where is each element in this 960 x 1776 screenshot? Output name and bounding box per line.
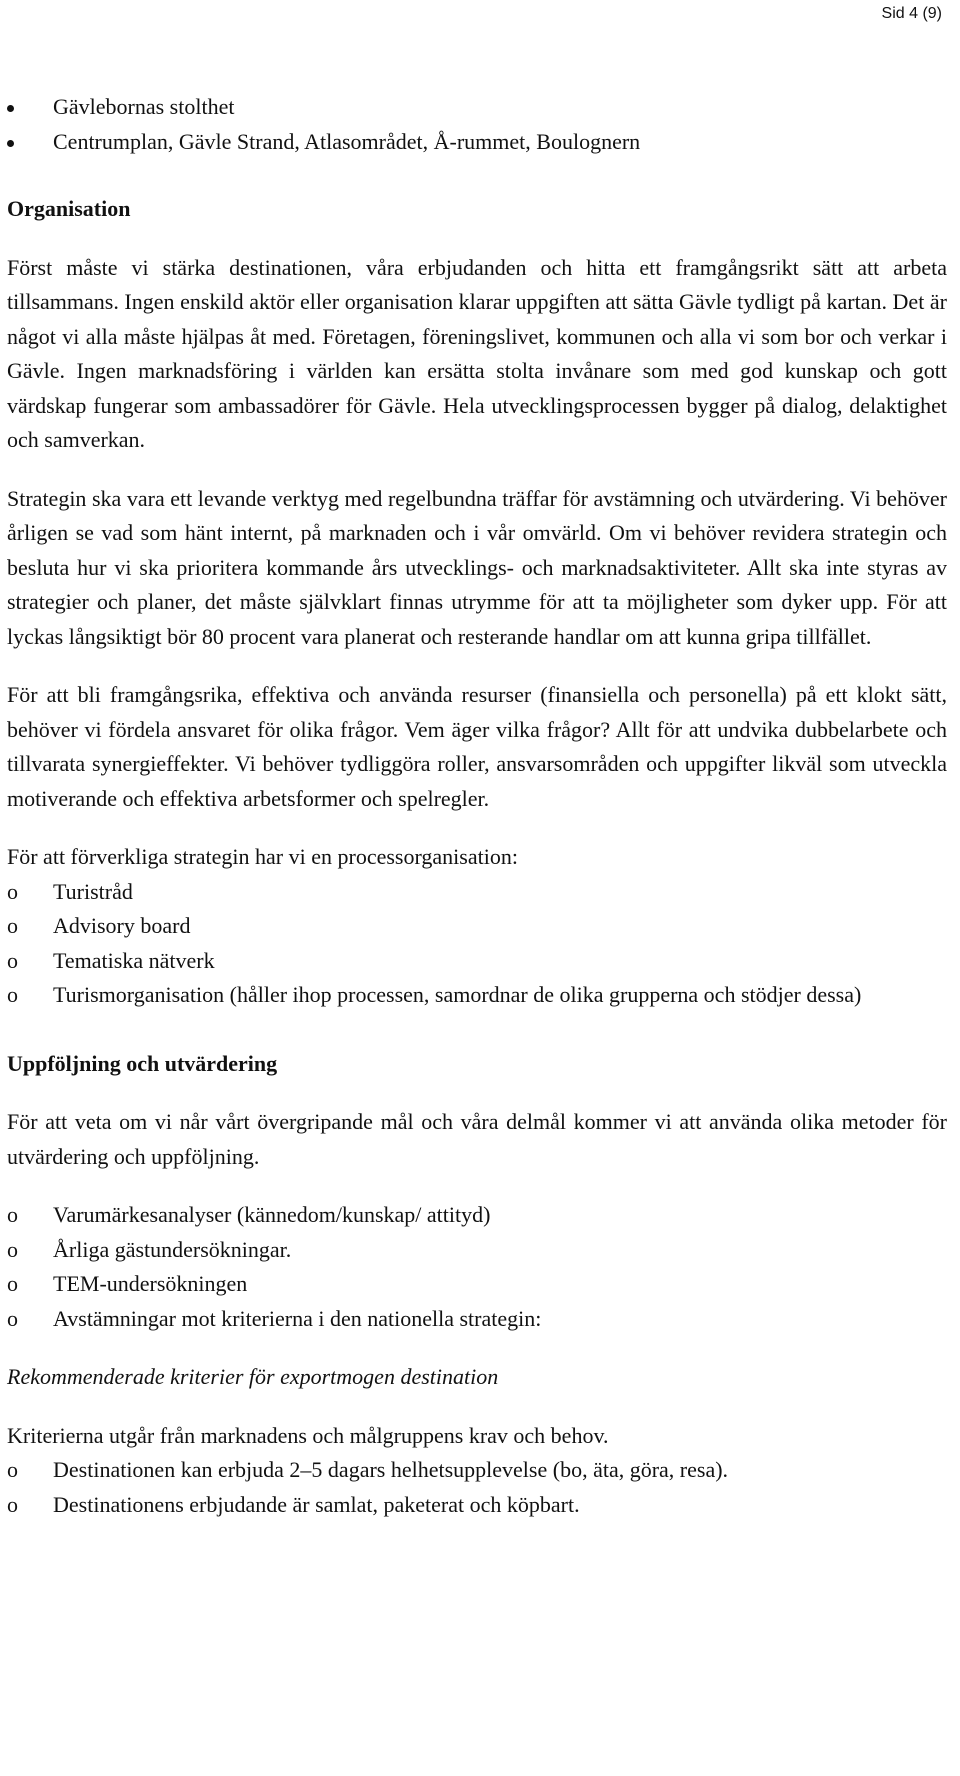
list-item: o Turistråd: [7, 875, 947, 910]
list-marker: o: [7, 878, 18, 904]
section-heading-followup: Uppföljning och utvärdering: [7, 1050, 278, 1076]
list-item: o Destinationen kan erbjuda 2–5 dagars helhetsupplevelse (bo, äta, göra, resa).: [7, 1453, 947, 1488]
list-marker: o: [7, 1457, 18, 1482]
list-marker: o: [7, 1236, 18, 1262]
list-marker: o: [7, 947, 18, 973]
list-marker: o: [7, 913, 18, 938]
criteria-intro: Kriterierna utgår från marknadens och målgruppens krav och behov.: [7, 1422, 609, 1448]
list-item: o TEM-undersökningen: [7, 1267, 947, 1302]
list-item: o Årliga gästundersökningar.: [7, 1233, 947, 1268]
paragraph: Först måste vi stärka destinationen, våra erbjudanden och hitta ett framgångsrikt sätt att arbeta tillsammans. Ingen enskild aktör eller organisation klarar uppgiften att sätta Gävle tydligt på kartan. Det är något vi alla måste hjälpas åt med. Företagen, föreningslivet, kommunen och alla vi som bor och verkar i Gävle. Ingen marknadsföring i världen kan ersätta stolta invånare som med god kunskap och gott värdskap fungerar som ambassadörer för Gävle. Hela utvecklingsprocessen bygger på dialog, delaktighet och samverkan.: [7, 254, 947, 452]
list-marker: o: [7, 1202, 18, 1227]
list-marker: o: [7, 982, 18, 1007]
paragraph: För att bli framgångsrika, effektiva och använda resurser (finansiella och personella) på ett klokt sätt, behöver vi fördela ansvaret för olika frågor. Vem äger vilka frågor? Allt för att undvika dubbelarbete och tillvarata synergieffekter. Vi behöver tydliggöra roller, ansvarsområden och uppgifter likväl som utveckla motiverande och effektiva arbetsformer och spelregler.: [7, 682, 947, 811]
list-marker: o: [7, 1305, 18, 1331]
list-item: o Tematiska nätverk: [7, 944, 947, 979]
page-number: Sid 4 (9): [881, 5, 942, 22]
list-item: o Advisory board: [7, 909, 947, 944]
paragraph: För att förverkliga strategin har vi en processorganisation:: [7, 844, 518, 869]
criteria-list: [7, 1453, 947, 1522]
list-marker: o: [7, 1271, 18, 1296]
criteria-title: Rekommenderade kriterier för exportmogen destination: [7, 1364, 499, 1389]
list-item: Gävlebornas stolthet: [7, 90, 947, 125]
list-marker: o: [7, 1491, 18, 1517]
methods-list: [7, 1198, 947, 1336]
list-item: o Varumärkesanalyser (kännedom/kunskap/ attityd): [7, 1198, 947, 1233]
list-item: o Avstämningar mot kriterierna i den nationella strategin:: [7, 1302, 947, 1337]
document-body: [7, 90, 947, 1522]
paragraph: Strategin ska vara ett levande verktyg med regelbundna träffar för avstämning och utvärdering. Vi behöver årligen se vad som hänt internt, på marknaden och i vår omvärld. Om vi behöver revidera strategin och besluta hur vi ska prioritera kommande års utvecklings- och marknadsaktiviteter. Allt ska inte styras av strategier och planer, det måste självklart finnas utrymme för att ta möjligheter som dyker upp. För att lyckas långsiktigt bör 80 procent vara planerat och resterande handlar om att kunna gripa tillfället.: [7, 485, 947, 649]
list-item: o Turismorganisation (håller ihop processen, samordnar de olika grupperna och stödjer dessa): [7, 978, 947, 1013]
list-item: o Destinationens erbjudande är samlat, paketerat och köpbart.: [7, 1488, 947, 1523]
paragraph: För att veta om vi når vårt övergripande mål och våra delmål kommer vi att använda olika metoder för utvärdering och uppföljning.: [7, 1109, 947, 1169]
process-list: [7, 875, 947, 1013]
list-item: Centrumplan, Gävle Strand, Atlasområdet, Å-rummet, Boulognern: [7, 125, 947, 160]
intro-bullet-list: [7, 90, 947, 159]
section-heading-organisation: Organisation: [7, 196, 131, 221]
